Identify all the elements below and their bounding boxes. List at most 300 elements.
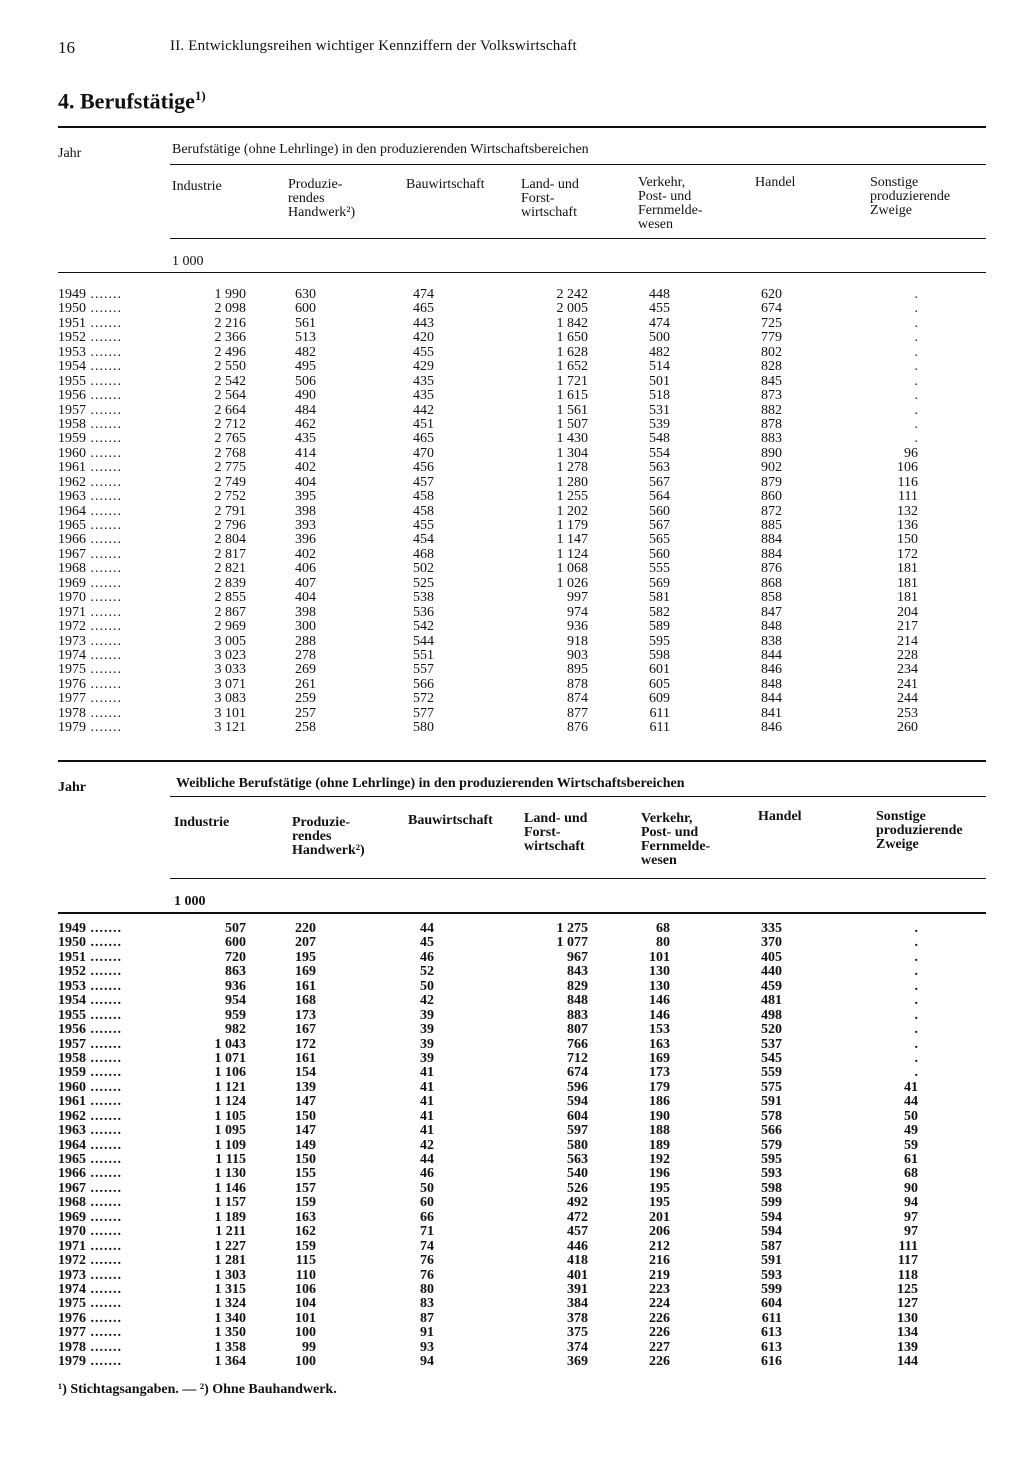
landwirtschaft-cell: 829	[567, 978, 588, 994]
verkehr-cell: 474	[649, 315, 670, 331]
year-cell: 1952 .......	[58, 331, 154, 345]
table-row	[58, 490, 986, 504]
handwerk-cell: 147	[295, 1123, 316, 1139]
sonstige-cell: 132	[897, 503, 918, 519]
bauwirtschaft-cell: 525	[413, 575, 434, 591]
industrie-cell: 1 350	[214, 1325, 246, 1341]
handel-cell: 846	[761, 662, 782, 678]
industrie-cell: 1 124	[214, 1094, 246, 1110]
industrie-cell: 2 749	[214, 474, 246, 490]
bauwirtschaft-cell: 93	[420, 1339, 434, 1355]
bauwirtschaft-cell: 458	[413, 489, 434, 505]
table-row	[58, 562, 986, 576]
year-cell: 1964 .......	[58, 1139, 154, 1153]
year-cell: 1951 .......	[58, 317, 154, 331]
table-row	[58, 375, 986, 389]
handwerk-cell: 261	[295, 676, 316, 692]
handwerk-cell: 513	[295, 330, 316, 346]
industrie-cell: 600	[225, 935, 246, 951]
verkehr-cell: 206	[649, 1224, 670, 1240]
handwerk-cell: 159	[295, 1195, 316, 1211]
landwirtschaft-cell: 1 628	[556, 344, 588, 360]
handwerk-cell: 406	[295, 561, 316, 577]
handel-cell: 844	[761, 647, 782, 663]
table-row	[58, 1225, 986, 1239]
sonstige-cell: 136	[897, 518, 918, 533]
handwerk-cell: 157	[295, 1180, 316, 1196]
verkehr-cell: 609	[649, 691, 670, 707]
landwirtschaft-cell: 712	[567, 1050, 588, 1066]
handwerk-cell: 159	[295, 1238, 316, 1254]
table-row	[58, 533, 986, 547]
sonstige-cell: .	[914, 373, 918, 389]
sonstige-cell: 127	[897, 1296, 918, 1312]
table-top-rule	[58, 126, 986, 128]
table-row	[58, 461, 986, 475]
landwirtschaft-cell: 1 615	[556, 388, 588, 404]
industrie-cell: 1 315	[214, 1281, 246, 1297]
handel-cell: 578	[761, 1108, 782, 1124]
industrie-cell: 2 752	[214, 489, 246, 505]
verkehr-cell: 581	[649, 590, 670, 606]
bauwirtschaft-cell: 465	[413, 301, 434, 317]
table-row	[58, 663, 986, 677]
landwirtschaft-cell: 1 430	[556, 431, 588, 447]
year-cell: 1953 .......	[58, 346, 154, 360]
sonstige-cell: 90	[904, 1180, 918, 1196]
landwirtschaft-cell: 1 304	[556, 445, 588, 461]
year-cell: 1978 .......	[58, 1341, 154, 1355]
handel-cell: 620	[761, 287, 782, 302]
sonstige-cell: 106	[897, 460, 918, 476]
industrie-cell: 1 324	[214, 1296, 246, 1312]
sonstige-cell: 241	[897, 676, 918, 692]
industrie-cell: 1 303	[214, 1267, 246, 1283]
handel-cell: 885	[761, 518, 782, 533]
running-head: II. Entwicklungsreihen wichtiger Kennziffern der Volkswirtschaft	[170, 38, 577, 54]
landwirtschaft-cell: 997	[567, 590, 588, 606]
verkehr-cell: 567	[649, 518, 670, 533]
handwerk-cell: 162	[295, 1224, 316, 1240]
handwerk-cell: 101	[295, 1310, 316, 1326]
section-title-text: 4. Berufstätige	[58, 88, 195, 114]
handel-cell: 604	[761, 1296, 782, 1312]
handel-cell: 879	[761, 474, 782, 490]
handwerk-cell: 115	[295, 1253, 316, 1269]
handwerk-cell: 259	[295, 691, 316, 707]
handel-cell: 846	[761, 720, 782, 736]
handwerk-cell: 161	[295, 1050, 316, 1066]
table-row	[58, 389, 986, 403]
bauwirtschaft-cell: 580	[413, 720, 434, 736]
column-header-handwerk: Produzie- rendes Handwerk²)	[288, 177, 356, 220]
column-header-handwerk: Produzie- rendes Handwerk²)	[292, 815, 365, 858]
sonstige-cell: 49	[904, 1123, 918, 1139]
table-top-rule	[58, 760, 986, 762]
landwirtschaft-cell: 895	[567, 662, 588, 678]
table-row	[58, 1095, 986, 1109]
verkehr-cell: 153	[649, 1022, 670, 1038]
landwirtschaft-cell: 1 202	[556, 503, 588, 519]
handwerk-cell: 149	[295, 1137, 316, 1153]
year-cell: 1965 .......	[58, 1153, 154, 1167]
year-column-header: Jahr	[58, 780, 86, 795]
year-cell: 1970 .......	[58, 591, 154, 605]
landwirtschaft-cell: 401	[567, 1267, 588, 1283]
verkehr-cell: 186	[649, 1094, 670, 1110]
verkehr-cell: 192	[649, 1152, 670, 1167]
landwirtschaft-cell: 492	[567, 1195, 588, 1211]
industrie-cell: 2 796	[214, 518, 246, 533]
verkehr-cell: 223	[649, 1281, 670, 1297]
year-cell: 1968 .......	[58, 1196, 154, 1210]
handwerk-cell: 269	[295, 662, 316, 678]
industrie-cell: 1 095	[214, 1123, 246, 1139]
bauwirtschaft-cell: 542	[413, 619, 434, 635]
sonstige-cell: 96	[904, 445, 918, 461]
verkehr-cell: 195	[649, 1195, 670, 1211]
verkehr-cell: 565	[649, 532, 670, 548]
landwirtschaft-cell: 876	[567, 720, 588, 736]
industrie-cell: 1 130	[214, 1166, 246, 1182]
table-row	[58, 1009, 986, 1023]
landwirtschaft-cell: 418	[567, 1253, 588, 1269]
landwirtschaft-cell: 540	[567, 1166, 588, 1182]
handel-cell: 440	[761, 964, 782, 980]
table-row	[58, 1081, 986, 1095]
industrie-cell: 2 496	[214, 344, 246, 360]
industrie-cell: 2 804	[214, 532, 246, 548]
unit-label: 1 000	[172, 254, 204, 269]
year-cell: 1967 .......	[58, 1182, 154, 1196]
year-cell: 1966 .......	[58, 1167, 154, 1181]
bauwirtschaft-cell: 42	[420, 1137, 434, 1153]
handel-cell: 594	[761, 1224, 782, 1240]
industrie-cell: 2 817	[214, 546, 246, 562]
table-row	[58, 302, 986, 316]
landwirtschaft-cell: 1 068	[556, 561, 588, 577]
handel-cell: 868	[761, 575, 782, 591]
year-cell: 1966 .......	[58, 533, 154, 547]
table-caption: Berufstätige (ohne Lehrlinge) in den produzierenden Wirtschaftsbereichen	[172, 142, 589, 157]
industrie-cell: 3 101	[214, 705, 246, 721]
unit-rule	[58, 912, 986, 914]
year-cell: 1960 .......	[58, 1081, 154, 1095]
handel-cell: 559	[761, 1065, 782, 1081]
year-cell: 1949 .......	[58, 922, 154, 936]
industrie-cell: 2 542	[214, 373, 246, 389]
year-cell: 1950 .......	[58, 936, 154, 950]
table-row	[58, 1341, 986, 1355]
handel-cell: 848	[761, 676, 782, 692]
table-row	[58, 548, 986, 562]
column-header-verkehr: Verkehr, Post- und Fernmelde- wesen	[641, 811, 711, 868]
bauwirtschaft-cell: 76	[420, 1253, 434, 1269]
industrie-cell: 2 839	[214, 575, 246, 591]
handwerk-cell: 163	[295, 1209, 316, 1225]
industrie-cell: 2 712	[214, 416, 246, 432]
year-cell: 1961 .......	[58, 1095, 154, 1109]
bauwirtschaft-cell: 44	[420, 1152, 434, 1167]
verkehr-cell: 219	[649, 1267, 670, 1283]
year-cell: 1973 .......	[58, 635, 154, 649]
industrie-cell: 1 071	[214, 1050, 246, 1066]
landwirtschaft-cell: 848	[567, 993, 588, 1009]
sonstige-cell: 117	[897, 1253, 918, 1269]
handel-cell: 594	[761, 1209, 782, 1225]
handel-cell: 882	[761, 402, 782, 418]
table-row	[58, 1182, 986, 1196]
sonstige-cell: 234	[897, 662, 918, 678]
table-row	[58, 519, 986, 533]
handel-cell: 613	[761, 1325, 782, 1341]
sonstige-cell: .	[914, 993, 918, 1009]
landwirtschaft-cell: 1 721	[556, 373, 588, 389]
sonstige-cell: 61	[904, 1152, 918, 1167]
landwirtschaft-cell: 883	[567, 1007, 588, 1023]
industrie-cell: 1 211	[215, 1224, 246, 1240]
verkehr-cell: 601	[649, 662, 670, 678]
table-row	[58, 1167, 986, 1181]
handwerk-cell: 258	[295, 720, 316, 736]
table-row	[58, 980, 986, 994]
bauwirtschaft-cell: 52	[420, 964, 434, 980]
handwerk-cell: 147	[295, 1094, 316, 1110]
industrie-cell: 2 765	[214, 431, 246, 447]
verkehr-cell: 518	[649, 388, 670, 404]
landwirtschaft-cell: 369	[567, 1354, 588, 1370]
bauwirtschaft-cell: 39	[420, 1050, 434, 1066]
footnote: ¹) Stichtagsangaben. — ²) Ohne Bauhandwerk.	[58, 1382, 337, 1397]
handel-cell: 878	[761, 416, 782, 432]
industrie-cell: 1 364	[214, 1354, 246, 1370]
handwerk-cell: 167	[295, 1022, 316, 1038]
table-row	[58, 432, 986, 446]
year-cell: 1972 .......	[58, 620, 154, 634]
verkehr-cell: 226	[649, 1310, 670, 1326]
sonstige-cell: .	[914, 431, 918, 447]
sonstige-cell: .	[914, 287, 918, 302]
bauwirtschaft-cell: 455	[413, 344, 434, 360]
verkehr-cell: 227	[649, 1339, 670, 1355]
handwerk-cell: 414	[295, 445, 316, 461]
verkehr-cell: 224	[649, 1296, 670, 1312]
header-rule	[170, 878, 986, 879]
sonstige-cell: 97	[904, 1209, 918, 1225]
landwirtschaft-cell: 766	[567, 1036, 588, 1052]
bauwirtschaft-cell: 536	[413, 604, 434, 620]
bauwirtschaft-cell: 94	[420, 1354, 434, 1370]
handel-cell: 579	[761, 1137, 782, 1153]
sonstige-cell: .	[914, 344, 918, 360]
table-row	[58, 1038, 986, 1052]
industrie-cell: 2 550	[214, 359, 246, 375]
industrie-cell: 2 216	[214, 315, 246, 331]
handel-cell: 587	[761, 1238, 782, 1254]
landwirtschaft-cell: 526	[567, 1180, 588, 1196]
handel-cell: 845	[761, 373, 782, 389]
table-row	[58, 331, 986, 345]
industrie-cell: 2 366	[214, 330, 246, 346]
verkehr-cell: 226	[649, 1354, 670, 1370]
handwerk-cell: 506	[295, 373, 316, 389]
table-row	[58, 1326, 986, 1340]
section-title-note: 1)	[194, 88, 206, 103]
bauwirtschaft-cell: 502	[413, 561, 434, 577]
landwirtschaft-cell: 1 077	[556, 935, 588, 951]
caption-rule	[170, 796, 986, 797]
table-row	[58, 288, 986, 302]
verkehr-cell: 500	[649, 330, 670, 346]
table-row	[58, 922, 986, 936]
sonstige-cell: .	[914, 1022, 918, 1038]
landwirtschaft-cell: 967	[567, 949, 588, 965]
table-row	[58, 692, 986, 706]
bauwirtschaft-cell: 442	[413, 402, 434, 418]
handwerk-cell: 495	[295, 359, 316, 375]
bauwirtschaft-cell: 544	[413, 633, 434, 649]
industrie-cell: 2 664	[214, 402, 246, 418]
bauwirtschaft-cell: 42	[420, 993, 434, 1009]
bauwirtschaft-cell: 468	[413, 546, 434, 562]
bauwirtschaft-cell: 451	[413, 416, 434, 432]
handwerk-cell: 395	[295, 489, 316, 505]
verkehr-cell: 80	[656, 935, 670, 951]
handel-cell: 481	[761, 993, 782, 1009]
landwirtschaft-cell: 936	[567, 619, 588, 635]
handel-cell: 841	[761, 705, 782, 721]
handwerk-cell: 278	[295, 647, 316, 663]
handwerk-cell: 154	[295, 1065, 316, 1081]
verkehr-cell: 212	[649, 1238, 670, 1254]
table-row	[58, 360, 986, 374]
verkehr-cell: 554	[649, 445, 670, 461]
verkehr-cell: 539	[649, 416, 670, 432]
industrie-cell: 3 033	[214, 662, 246, 678]
sonstige-cell: 111	[898, 1238, 918, 1254]
sonstige-cell: .	[914, 921, 918, 936]
verkehr-cell: 130	[649, 978, 670, 994]
industrie-cell: 2 791	[214, 503, 246, 519]
verkehr-cell: 555	[649, 561, 670, 577]
year-cell: 1963 .......	[58, 490, 154, 504]
handel-cell: 613	[761, 1339, 782, 1355]
year-cell: 1962 .......	[58, 1110, 154, 1124]
bauwirtschaft-cell: 41	[420, 1094, 434, 1110]
handwerk-cell: 155	[295, 1166, 316, 1182]
handwerk-cell: 150	[295, 1108, 316, 1124]
handwerk-cell: 220	[295, 921, 316, 936]
handel-cell: 838	[761, 633, 782, 649]
industrie-cell: 959	[225, 1007, 246, 1023]
column-header-handel: Handel	[755, 175, 796, 190]
landwirtschaft-cell: 594	[567, 1094, 588, 1110]
year-cell: 1977 .......	[58, 692, 154, 706]
sonstige-cell: 50	[904, 1108, 918, 1124]
landwirtschaft-cell: 375	[567, 1325, 588, 1341]
table-row	[58, 1052, 986, 1066]
bauwirtschaft-cell: 39	[420, 1007, 434, 1023]
bauwirtschaft-cell: 551	[413, 647, 434, 663]
industrie-cell: 2 855	[214, 590, 246, 606]
handwerk-cell: 600	[295, 301, 316, 317]
page-number: 16	[58, 38, 75, 57]
bauwirtschaft-cell: 46	[420, 1166, 434, 1182]
year-cell: 1960 .......	[58, 447, 154, 461]
industrie-cell: 936	[225, 978, 246, 994]
table-total-employed	[58, 126, 986, 746]
bauwirtschaft-cell: 435	[413, 373, 434, 389]
sonstige-cell: .	[914, 1065, 918, 1081]
landwirtschaft-cell: 457	[567, 1224, 588, 1240]
table-row	[58, 1297, 986, 1311]
bauwirtschaft-cell: 465	[413, 431, 434, 447]
handel-cell: 537	[761, 1036, 782, 1052]
landwirtschaft-cell: 903	[567, 647, 588, 663]
landwirtschaft-cell: 1 650	[556, 330, 588, 346]
sonstige-cell: .	[914, 301, 918, 317]
year-cell: 1972 .......	[58, 1254, 154, 1268]
sonstige-cell: 172	[897, 546, 918, 562]
bauwirtschaft-cell: 45	[420, 935, 434, 951]
landwirtschaft-cell: 563	[567, 1152, 588, 1167]
bauwirtschaft-cell: 572	[413, 691, 434, 707]
verkehr-cell: 163	[649, 1036, 670, 1052]
handwerk-cell: 207	[295, 935, 316, 951]
bauwirtschaft-cell: 91	[420, 1325, 434, 1341]
industrie-cell: 3 083	[214, 691, 246, 707]
table-row	[58, 1110, 986, 1124]
year-cell: 1959 .......	[58, 1066, 154, 1080]
handwerk-cell: 482	[295, 344, 316, 360]
handwerk-cell: 195	[295, 949, 316, 965]
industrie-cell: 3 023	[214, 647, 246, 663]
verkehr-cell: 216	[649, 1253, 670, 1269]
verkehr-cell: 195	[649, 1180, 670, 1196]
sonstige-cell: .	[914, 1036, 918, 1052]
verkehr-cell: 563	[649, 460, 670, 476]
year-cell: 1954 .......	[58, 360, 154, 374]
bauwirtschaft-cell: 457	[413, 474, 434, 490]
industrie-cell: 2 775	[214, 460, 246, 476]
industrie-cell: 2 821	[214, 561, 246, 577]
industrie-cell: 1 115	[215, 1152, 246, 1167]
bauwirtschaft-cell: 66	[420, 1209, 434, 1225]
year-cell: 1964 .......	[58, 505, 154, 519]
year-cell: 1951 .......	[58, 951, 154, 965]
handwerk-cell: 110	[295, 1267, 316, 1283]
sonstige-cell: .	[914, 935, 918, 951]
year-cell: 1977 .......	[58, 1326, 154, 1340]
sonstige-cell: 260	[897, 720, 918, 736]
column-header-bauwirtschaft: Bauwirtschaft	[406, 177, 485, 192]
table-row	[58, 317, 986, 331]
landwirtschaft-cell: 2 242	[556, 287, 588, 302]
column-header-industrie: Industrie	[174, 815, 230, 830]
bauwirtschaft-cell: 41	[420, 1065, 434, 1081]
unit-rule	[58, 272, 986, 273]
landwirtschaft-cell: 391	[567, 1281, 588, 1297]
industrie-cell: 1 109	[214, 1137, 246, 1153]
table-row	[58, 678, 986, 692]
landwirtschaft-cell: 1 026	[556, 575, 588, 591]
bauwirtschaft-cell: 83	[420, 1296, 434, 1312]
table-row	[58, 1023, 986, 1037]
industrie-cell: 1 146	[214, 1180, 246, 1196]
table-row	[58, 965, 986, 979]
verkehr-cell: 101	[649, 949, 670, 965]
table-row	[58, 1312, 986, 1326]
